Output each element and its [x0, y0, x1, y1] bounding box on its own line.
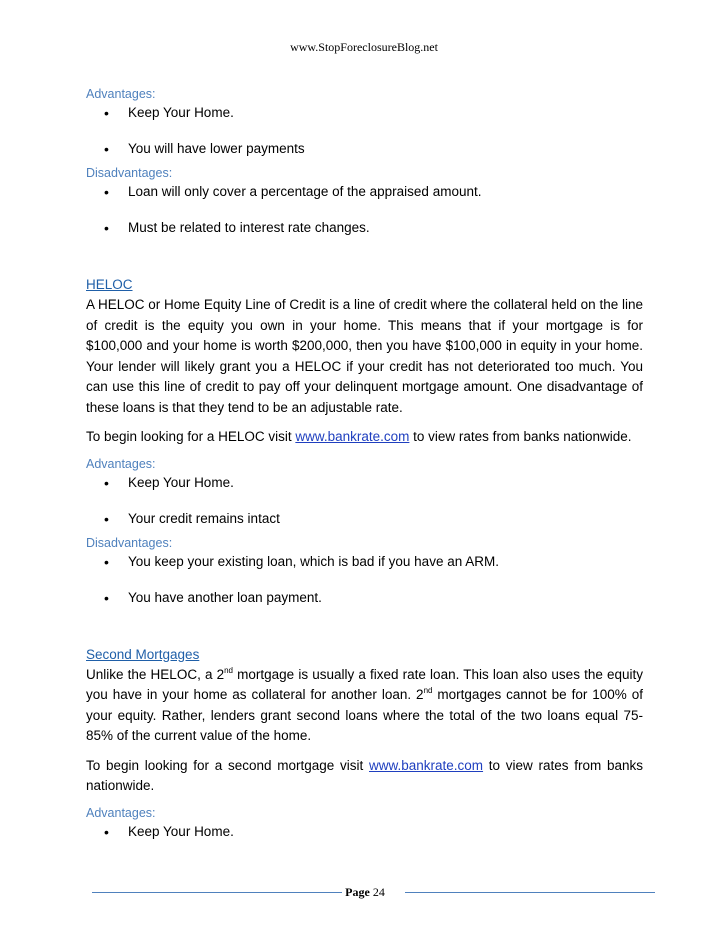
- visit-text: To begin looking for a HELOC visit: [86, 429, 296, 444]
- advantages-list: [86, 103, 643, 159]
- list-item: • You keep your existing loan, which is bad if you have an ARM.: [86, 552, 643, 572]
- list-item: • You will have lower payments: [86, 139, 643, 159]
- heloc-paragraph: A HELOC or Home Equity Line of Credit is a line of credit where the collateral held on the line of credit is the equity you own in your home. This means that if your mortgage is for $100,000 and your home is worth $200,000, then you have $100,000 in equity in your home. Your lender will likely grant you a HELOC if your credit has not deteriorated too much. You can use this line of credit to pay off your delinquent mortgage amount. One disadvantage of these loans is that they tend to be an adjustable rate.: [86, 297, 643, 415]
- list-item: • Keep Your Home.: [86, 473, 643, 493]
- bankrate-link[interactable]: www.bankrate.com: [295, 429, 410, 444]
- footer-rule-right: [405, 892, 655, 893]
- advantages-list: [86, 822, 643, 842]
- second-mortgage-visit-paragraph: [86, 756, 643, 797]
- list-item: • Keep Your Home.: [86, 103, 643, 123]
- superscript: nd: [224, 665, 234, 675]
- disadvantages-list: [86, 552, 643, 608]
- advantages-label: Advantages:: [86, 87, 156, 101]
- second-mortgage-paragraph: [86, 665, 643, 747]
- visit-text: To begin looking for a second mortgage visit: [86, 757, 369, 773]
- section-heading-second-mortgages[interactable]: Second Mortgages: [86, 646, 200, 662]
- list-item: • Keep Your Home.: [86, 822, 643, 842]
- page-number-value: 24: [372, 885, 385, 899]
- disadvantages-label: Disadvantages:: [86, 166, 173, 180]
- page-number: [340, 885, 390, 900]
- list-item: • Loan will only cover a percentage of the appraised amount.: [86, 182, 643, 202]
- advantages-list: [86, 473, 643, 529]
- disadvantages-label: Disadvantages:: [86, 535, 173, 550]
- paragraph-text: mortgages cannot be for 100% of your equity. Rather, lenders grant second loans where the total of the two loans equal 75-85% of the current value of the home.: [86, 687, 643, 743]
- page-content: [86, 86, 643, 842]
- paragraph-text: Unlike the HELOC, a 2: [86, 666, 225, 682]
- paragraph-text: mortgage is usually a fixed rate loan. This loan also uses the equity you have in your home as collateral for another loan. 2: [86, 666, 644, 702]
- page-label: Page: [345, 885, 370, 899]
- footer-rule-left: [92, 892, 342, 893]
- superscript: nd: [423, 686, 433, 695]
- section-heading-heloc[interactable]: HELOC: [86, 277, 133, 292]
- list-item: • You have another loan payment.: [86, 588, 643, 608]
- list-item: • Your credit remains intact: [86, 509, 643, 529]
- bankrate-link[interactable]: www.bankrate.com: [369, 757, 484, 773]
- advantages-label: Advantages:: [86, 805, 156, 820]
- page-header: www.StopForeclosureBlog.net: [290, 40, 438, 54]
- visit-text: to view rates from banks nationwide.: [86, 757, 644, 793]
- disadvantages-list: [86, 182, 643, 238]
- heloc-visit-paragraph: [86, 427, 643, 448]
- advantages-label: Advantages:: [86, 456, 156, 471]
- visit-text: to view rates from banks nationwide.: [409, 429, 632, 444]
- list-item: • Must be related to interest rate changes.: [86, 218, 643, 238]
